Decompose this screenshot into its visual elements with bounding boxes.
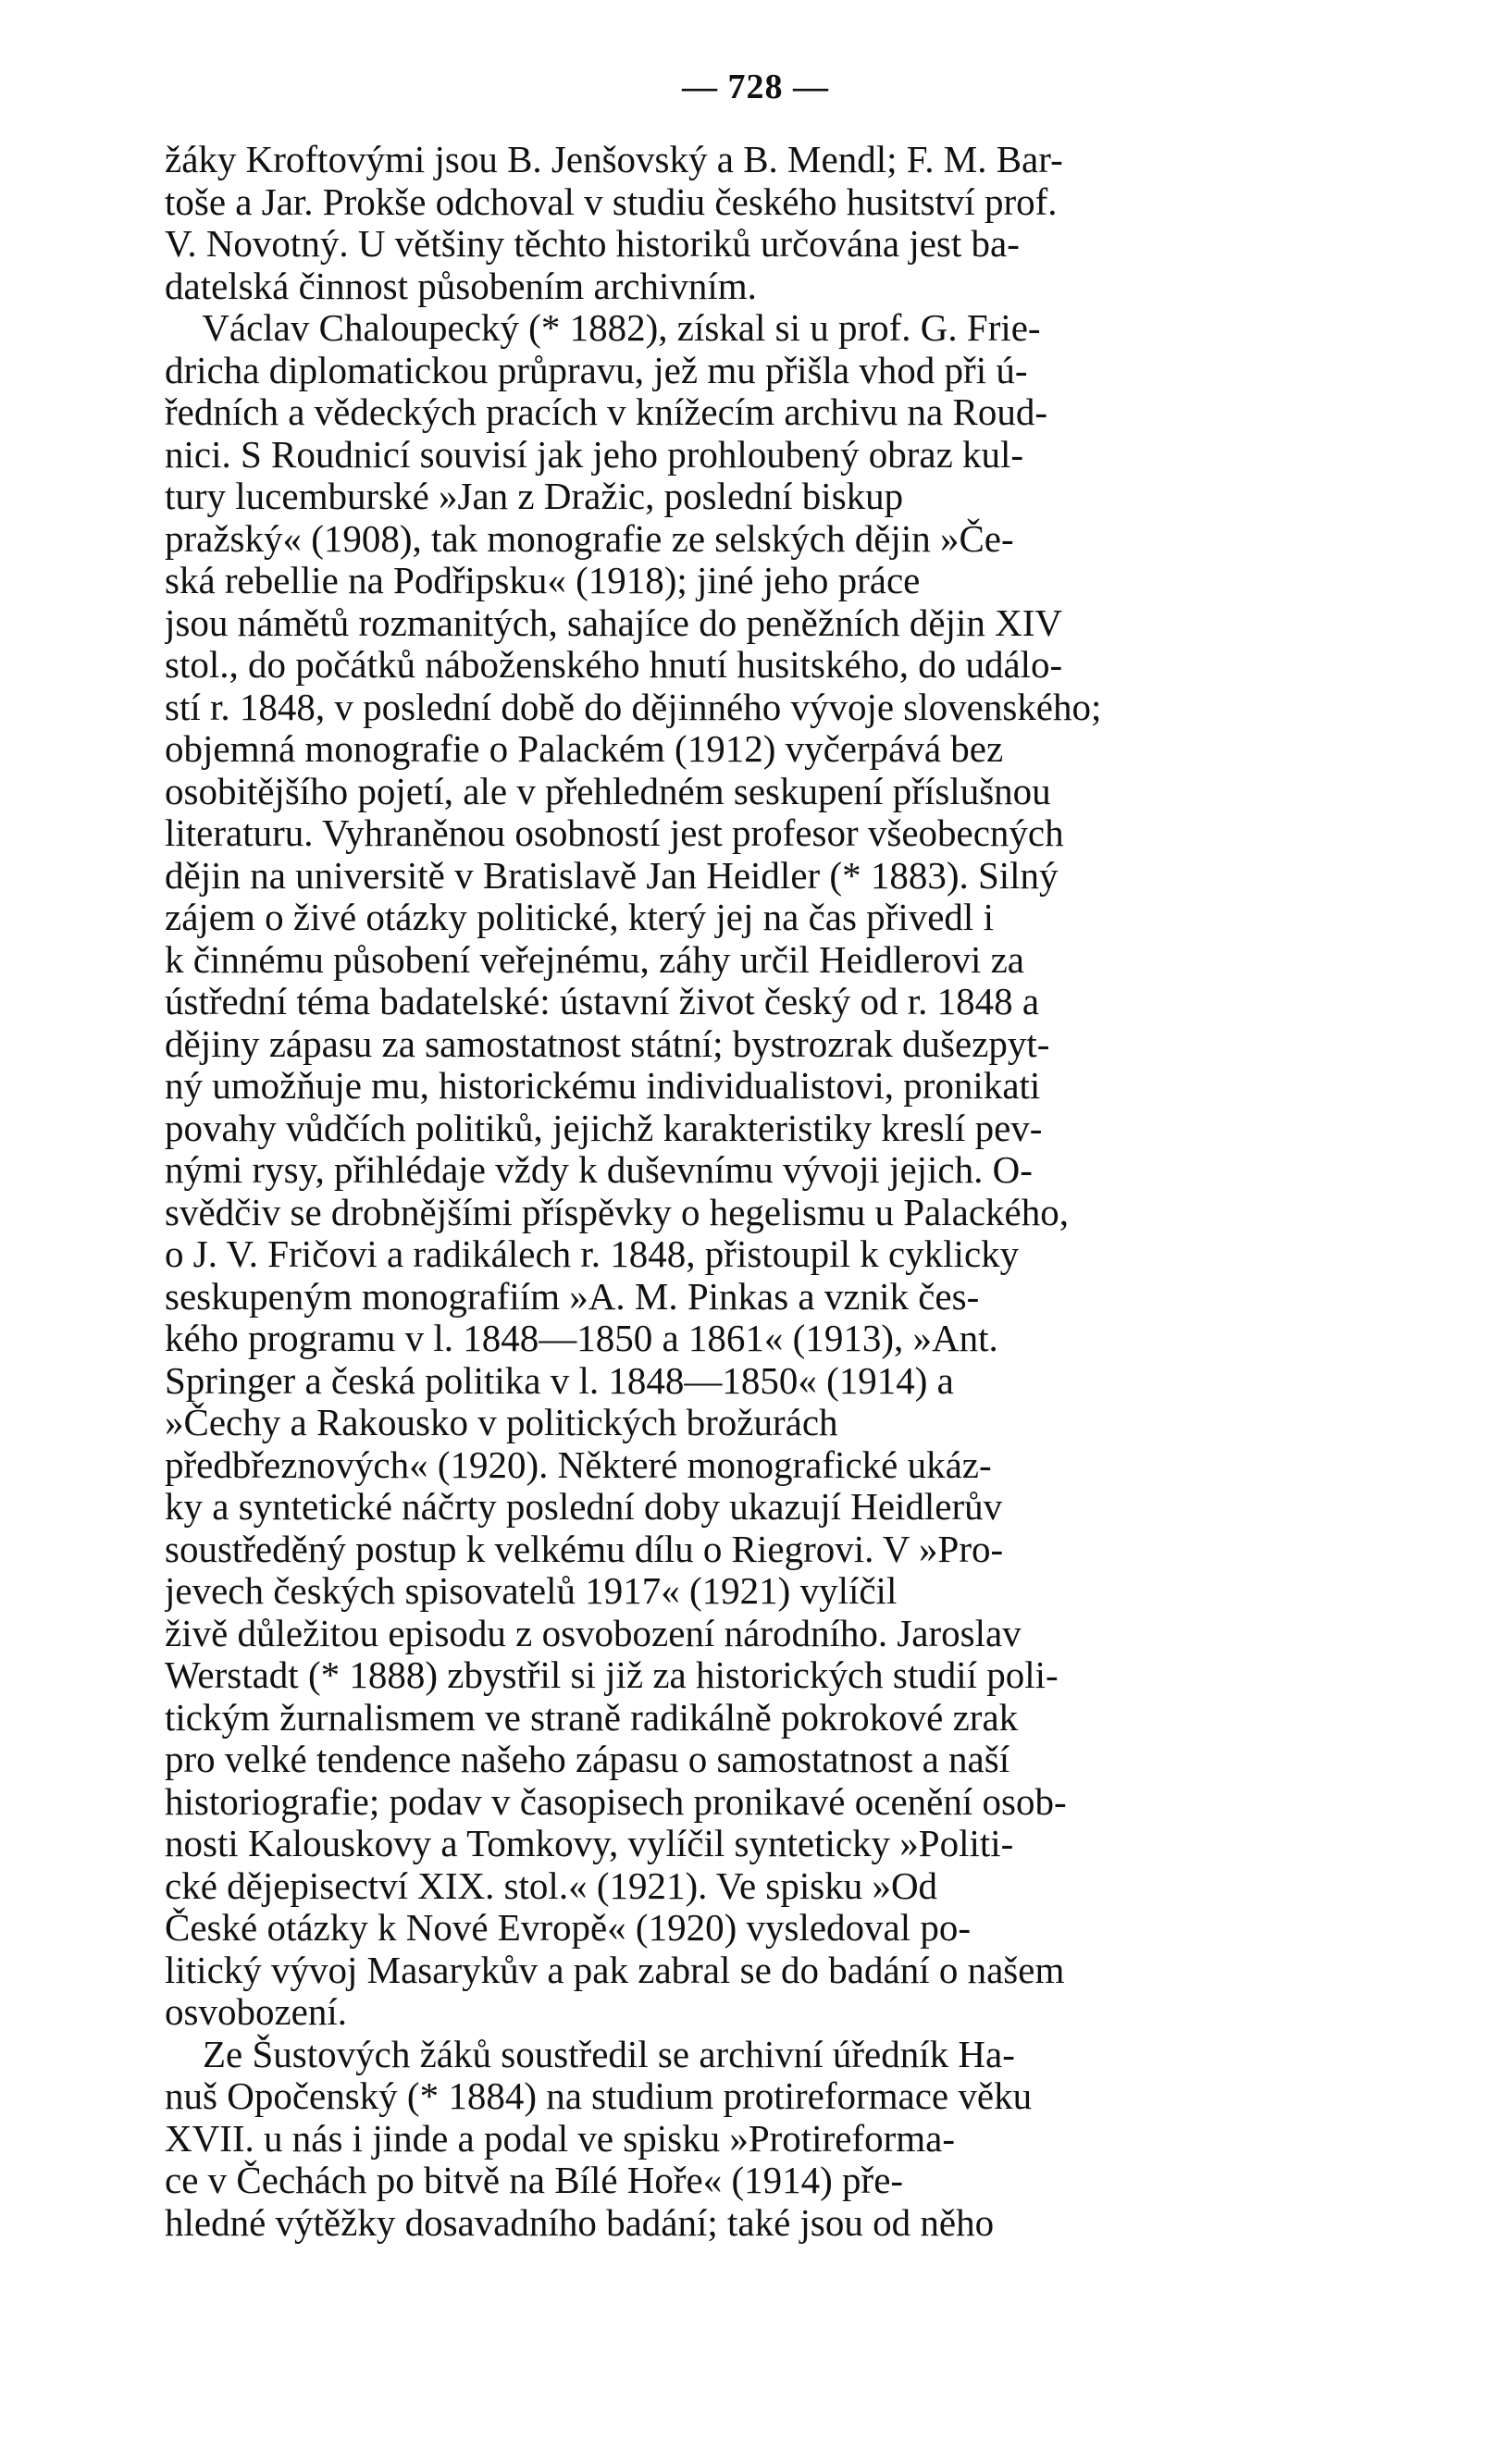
- text-line: Springer a česká politika v l. 1848—1850« (1914) a: [165, 1359, 954, 1402]
- text-line: litický vývoj Masarykův a pak zabral se do badání o našem: [165, 1949, 1065, 1991]
- text-line: zájem o živé otázky politické, který jej na čas přivedl i: [165, 897, 994, 938]
- text-line: kého programu v l. 1848—1850 a 1861« (1913), »Ant.: [165, 1318, 998, 1359]
- text-line: objemná monografie o Palackém (1912) vyčerpává bez: [165, 728, 1004, 770]
- text-line: cké dějepisectví XIX. stol.« (1921). Ve spisku »Od: [165, 1864, 938, 1907]
- text-line: nuš Opočenský (* 1884) na studium protireformace věku: [165, 2075, 1033, 2117]
- body-text: [165, 139, 1405, 2244]
- text-line: jevech českých spisovatelů 1917« (1921) vylíčil: [165, 1570, 898, 1612]
- text-line: nými rysy, přihlédaje vždy k duševnímu vývoji jejich. O-: [165, 1149, 1033, 1191]
- text-line: Ze Šustových žáků soustředil se archivní úředník Ha-: [165, 2033, 1015, 2075]
- text-line: toše a Jar. Prokše odchoval v studiu českého husitství prof.: [165, 180, 1058, 223]
- text-line: dějiny zápasu za samostatnost státní; bystrozrak dušezpyt-: [165, 1022, 1050, 1065]
- text-line: ný umožňuje mu, historickému individualistovi, pronikati: [165, 1065, 1041, 1107]
- text-line: tickým žurnalismem ve straně radikálně pokrokové zrak: [165, 1696, 1019, 1739]
- text-line: tury lucemburské »Jan z Dražic, poslední biskup: [165, 476, 904, 517]
- text-line: seskupeným monografiím »A. M. Pinkas a vznik čes-: [165, 1275, 980, 1318]
- text-line: soustředěný postup k velkému dílu o Riegrovi. V »Pro-: [165, 1528, 1004, 1570]
- text-line: živě důležitou episodu z osvobození národního. Jaroslav: [165, 1612, 1022, 1654]
- text-line: pražský« (1908), tak monografie ze selských dějin »Če-: [165, 517, 1014, 560]
- text-line: předbřeznových« (1920). Některé monografické ukáz-: [165, 1443, 992, 1486]
- text-line: ky a syntetické náčrty poslední doby ukazují Heidlerův: [165, 1486, 1003, 1528]
- page-number: — 728 —: [682, 68, 829, 106]
- text-line: jsou námětů rozmanitých, sahajíce do peněžních dějin XIV: [165, 601, 1063, 644]
- text-line: datelská činnost působením archivním.: [165, 265, 757, 307]
- text-line: žáky Kroftovými jsou B. Jenšovský a B. Mendl; F. M. Bar-: [165, 139, 1063, 180]
- text-line: stí r. 1848, v poslední době do dějinného vývoje slovenského;: [165, 686, 1102, 728]
- text-line: stol., do počátků náboženského hnutí husitského, do událo-: [165, 644, 1063, 686]
- text-line: svědčiv se drobnějšími příspěvky o hegelismu u Palackého,: [165, 1191, 1069, 1233]
- text-line: ce v Čechách po bitvě na Bílé Hoře« (1914) pře-: [165, 2160, 904, 2201]
- text-line: ředních a vědeckých pracích v knížecím archivu na Roud-: [165, 391, 1047, 433]
- text-line: nosti Kalouskovy a Tomkovy, vylíčil synteticky »Politi-: [165, 1823, 1014, 1864]
- text-line: Václav Chaloupecký (* 1882), získal si u prof. G. Frie-: [165, 307, 1041, 349]
- text-line: XVII. u nás i jinde a podal ve spisku »Protireforma-: [165, 2117, 955, 2160]
- text-line: V. Novotný. U většiny těchto historiků určována jest ba-: [165, 223, 1020, 265]
- text-line: literaturu. Vyhraněnou osobností jest profesor všeobecných: [165, 812, 1064, 854]
- text-line: k činnému působení veřejnému, záhy určil Heidlerovi za: [165, 938, 1025, 981]
- text-line: hledné výtěžky dosavadního badání; také jsou od něho: [165, 2201, 995, 2244]
- text-line: »Čechy a Rakousko v politických brožurách: [165, 1402, 838, 1443]
- text-line: povahy vůdčích politiků, jejichž karakteristiky kreslí pev-: [165, 1107, 1043, 1149]
- text-line: dějin na universitě v Bratislavě Jan Heidler (* 1883). Silný: [165, 854, 1059, 897]
- text-line: České otázky k Nové Evropě« (1920) vysledoval po-: [165, 1907, 972, 1949]
- text-line: Werstadt (* 1888) zbystřil si již za historických studií poli-: [165, 1654, 1059, 1696]
- text-line: historiografie; podav v časopisech pronikavé ocenění osob-: [165, 1780, 1067, 1823]
- text-line: nici. S Roudnicí souvisí jak jeho prohloubený obraz kul-: [165, 433, 1024, 476]
- text-line: osobitějšího pojetí, ale v přehledném seskupení příslušnou: [165, 770, 1051, 812]
- text-line: pro velké tendence našeho zápasu o samostatnost a naší: [165, 1739, 1010, 1780]
- text-line: ská rebellie na Podřipsku« (1918); jiné jeho práce: [165, 560, 921, 601]
- text-line: dricha diplomatickou průpravu, jež mu přišla vhod při ú-: [165, 349, 1028, 391]
- text-line: ústřední téma badatelské: ústavní život český od r. 1848 a: [165, 981, 1040, 1022]
- text-line: o J. V. Fričovi a radikálech r. 1848, přistoupil k cyklicky: [165, 1233, 1020, 1275]
- text-line: osvobození.: [165, 1991, 347, 2033]
